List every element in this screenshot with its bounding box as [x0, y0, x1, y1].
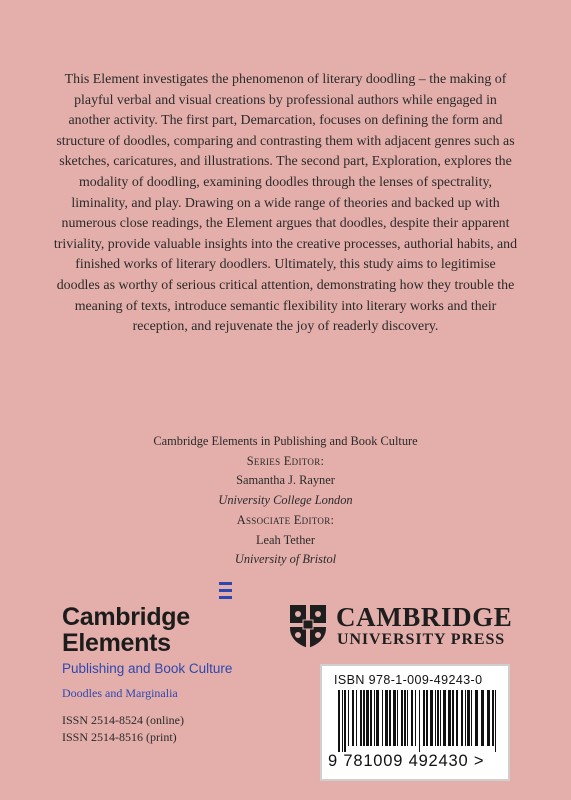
barcode-bar	[356, 690, 357, 746]
barcode-bar	[440, 690, 441, 746]
barcode-bar	[363, 690, 365, 746]
barcode-bar	[385, 690, 388, 746]
barcode-bar	[382, 690, 383, 746]
barcode-bar	[443, 690, 446, 746]
university-shield-icon	[289, 604, 327, 649]
barcode-bar	[338, 690, 340, 752]
barcode-bar	[419, 690, 420, 752]
barcode-bar	[374, 690, 375, 746]
elements-logo-line1: Cambridge	[62, 603, 190, 631]
elements-logo-line2: Elements	[62, 629, 171, 657]
barcode-bar	[481, 690, 484, 746]
barcode-bar	[448, 690, 451, 746]
publisher-press: UNIVERSITY PRESS	[337, 631, 506, 648]
barcode-bar	[426, 690, 428, 746]
barcode-bar	[423, 690, 425, 746]
associate-editor-affiliation: University of Bristol	[234, 552, 337, 567]
book-title: Doodles and Marginalia	[62, 686, 178, 700]
barcode-bar	[495, 690, 496, 752]
barcode-bar	[344, 690, 346, 752]
barcode-bar	[389, 690, 391, 746]
barcode-bar	[437, 690, 439, 746]
barcode-bar	[352, 690, 354, 746]
barcode-bar	[456, 690, 458, 746]
barcode-bar	[407, 690, 408, 746]
associate-editor-name: Leah Tether	[255, 532, 316, 547]
barcode-bar	[415, 690, 416, 746]
elements-logo-subtitle: Publishing and Book Culture	[62, 661, 233, 676]
barcode-bar	[401, 690, 403, 746]
series-editor-name: Samantha J. Rayner	[236, 473, 335, 488]
series-editor-affiliation: University College London	[218, 493, 353, 508]
isbn-barcode	[320, 664, 510, 781]
issn-online: ISSN 2514-8524 (online)	[62, 713, 184, 727]
barcode-bar	[397, 690, 398, 746]
barcode-bar	[366, 690, 369, 746]
isbn-label: ISBN 978-1-009-49243-0	[334, 673, 483, 687]
barcode-bar	[475, 690, 478, 746]
barcode-bars	[338, 690, 500, 752]
barcode-bar	[461, 690, 463, 746]
series-info	[0, 432, 571, 570]
associate-editor-label: Associate Editor:	[236, 512, 335, 527]
barcode-bar	[467, 690, 470, 746]
barcode-bar	[370, 690, 372, 746]
cambridge-elements-logo	[62, 604, 190, 656]
barcode-bar	[342, 690, 343, 752]
series-name: Cambridge Elements in Publishing and Book Culture	[153, 434, 418, 448]
barcode-bar	[492, 690, 494, 746]
barcode-bar	[435, 690, 436, 746]
barcode-bar	[348, 690, 349, 746]
barcode-bar	[360, 690, 362, 746]
barcode-bar	[452, 690, 454, 746]
barcode-bar	[376, 690, 379, 746]
publisher-name: CAMBRIDGE	[336, 602, 513, 632]
barcode-digits: 9 781009 492430 >	[328, 752, 485, 770]
elements-logo-bars-icon	[219, 582, 232, 604]
barcode-bar	[465, 690, 466, 746]
barcode-bar	[430, 690, 433, 746]
barcode-bar	[404, 690, 406, 746]
barcode-bar	[471, 690, 472, 746]
barcode-bar	[393, 690, 396, 746]
issn-print: ISSN 2514-8516 (print)	[62, 730, 177, 744]
series-editor-label: Series Editor:	[246, 453, 325, 468]
barcode-bar	[411, 690, 413, 746]
back-cover-blurb: This Element investigates the phenomenon of literary doodling – the making of playful verbal and visual creations by professional authors while engaged in another activity. The first part, Demarcation, focuses on defining the form and structure of doodles, comparing and contrasting them with adjacent genres such as sketches, caricatures, and illustrations. The second part, Exploration, explores the modality of doodling, examining doodles through the lenses of spectrality, liminality, and play. Drawing on a wide range of theories and backed up with numerous close readings, the Element argues that doodles, despite their apparent triviality, provide valuable insights into the creative processes, authorial habits, and finished works of literary doodlers. Ultimately, this study aims to legitimise doodles as worthy of serious critical attention, demonstrating how they trouble the meaning of texts, introduce semantic flexibility into literary works and their reception, and rejuvenate the joy of readerly discovery.	[53, 72, 518, 335]
barcode-bar	[487, 690, 490, 746]
issn-block	[62, 712, 184, 746]
